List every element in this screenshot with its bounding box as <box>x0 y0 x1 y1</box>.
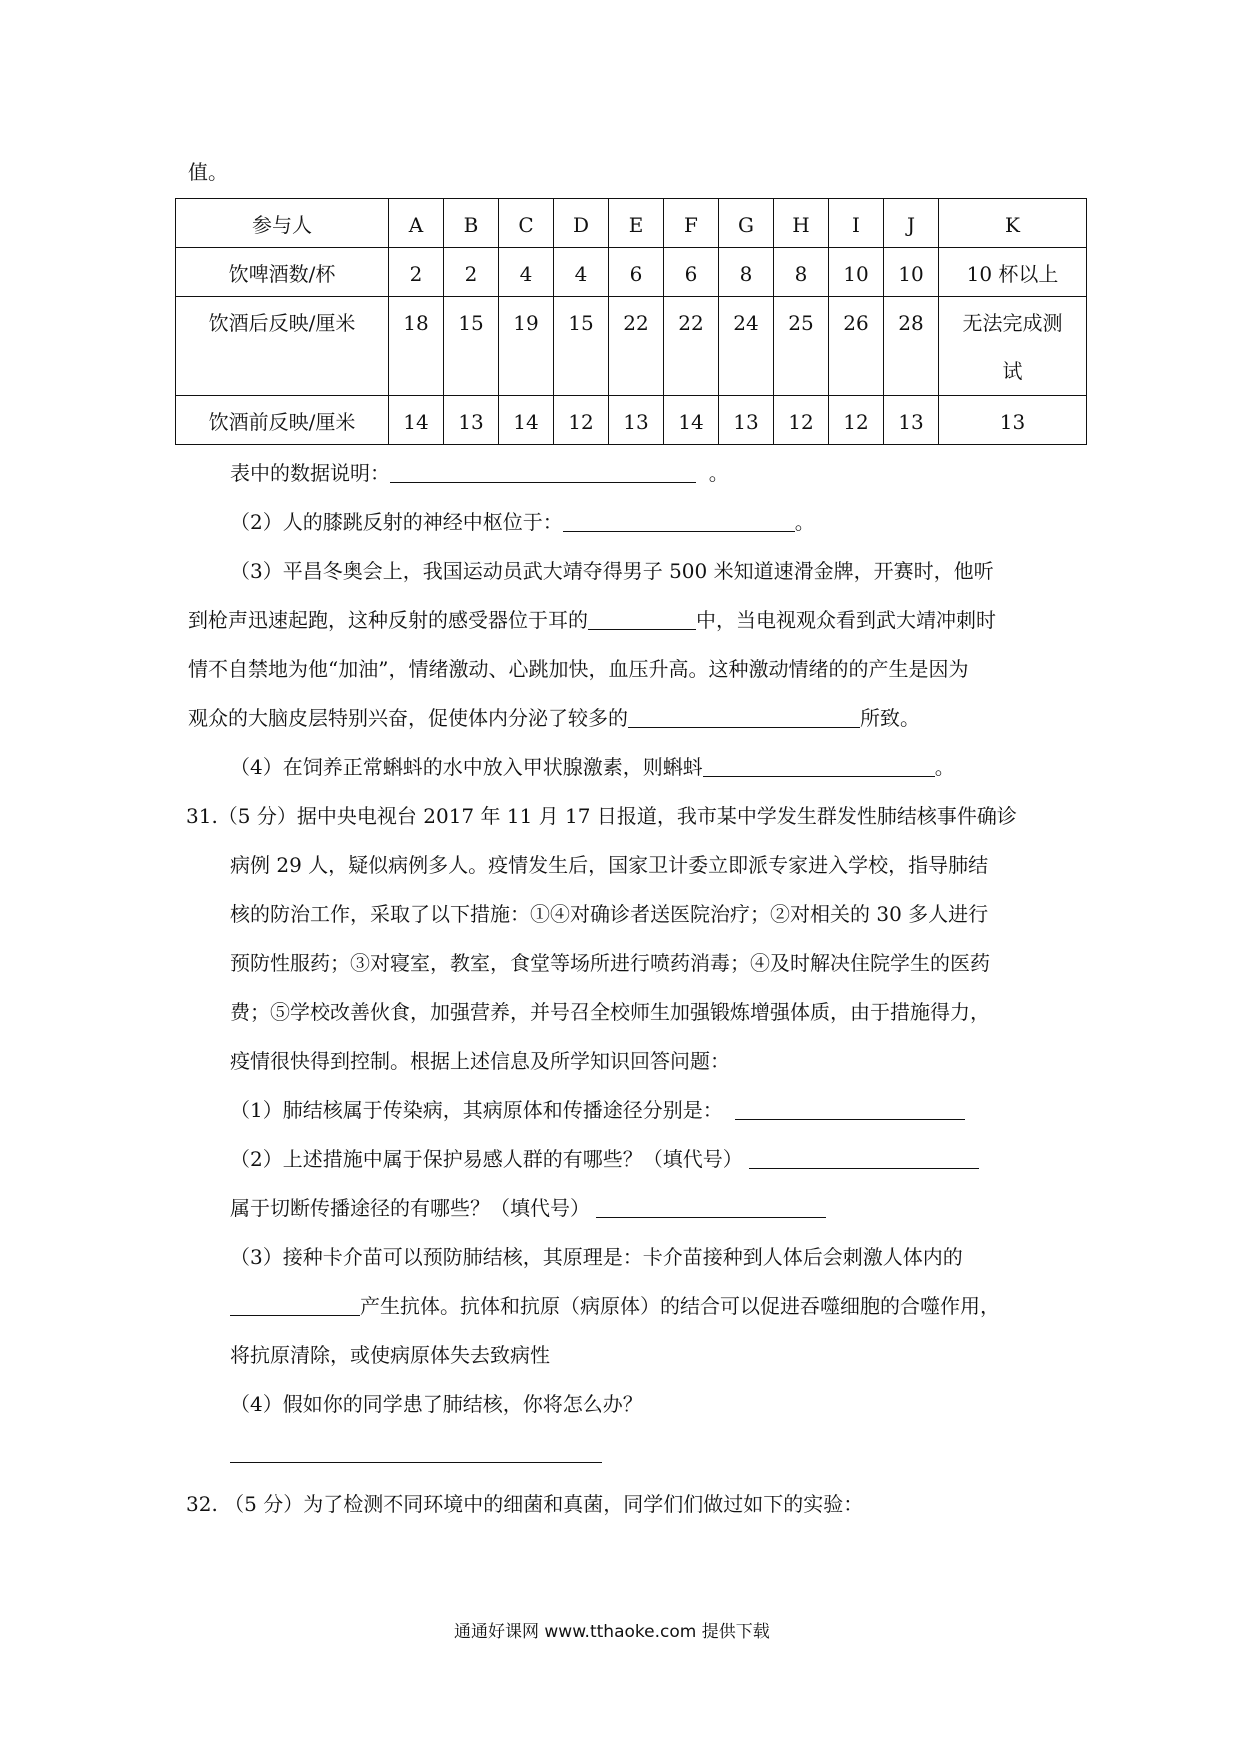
text-segment: 观众的大脑皮层特别兴奋，促使体内分泌了较多的 <box>188 706 628 730</box>
table-cell: 25 <box>774 297 829 396</box>
table-row-label: 饮啤酒数/杯 <box>176 248 389 297</box>
text-line <box>230 755 955 779</box>
answer-blank[interactable] <box>390 462 696 483</box>
text-line: （4）假如你的同学患了肺结核，你将怎么办？ <box>230 1392 643 1416</box>
table-header-cell: I <box>829 199 884 248</box>
table-cell: 14 <box>664 396 719 445</box>
text-segment: 到枪声迅速起跑，这种反射的感受器位于耳的 <box>188 608 588 632</box>
text-segment: 属于切断传播途径的有哪些？（填代号） <box>230 1196 590 1220</box>
text-line: 病例 29 人，疑似病例多人。疫情发生后，国家卫计委立即派专家进入学校，指导肺结 <box>230 853 989 877</box>
answer-blank[interactable] <box>628 707 860 728</box>
text-segment: （2）上述措施中属于保护易感人群的有哪些？（填代号） <box>230 1147 743 1171</box>
text-line: 费；⑤学校改善伙食，加强营养，并号召全校师生加强锻炼增强体质，由于措施得力， <box>230 1000 990 1024</box>
table-header-label: 参与人 <box>176 199 389 248</box>
table-cell: 12 <box>554 396 609 445</box>
table-cell <box>939 297 1087 396</box>
text-line: （3）接种卡介苗可以预防肺结核，其原理是：卡介苗接种到人体后会刺激人体内的 <box>230 1245 963 1269</box>
text-line <box>188 608 996 632</box>
text-line <box>230 1294 1000 1318</box>
answer-blank[interactable] <box>230 1295 360 1316</box>
question-31: 31.（5 分）据中央电视台 2017 年 11 月 17 日报道，我市某中学发生群发性肺结核事件确诊 <box>186 804 1017 828</box>
page-footer: 通通好课网 www.tthaoke.com 提供下载 <box>454 1622 770 1642</box>
table-header-cell: H <box>774 199 829 248</box>
text-segment: （4）在饲养正常蝌蚪的水中放入甲状腺激素，则蝌蚪 <box>230 755 703 779</box>
table-cell-line: 无法完成测 <box>962 311 1063 335</box>
table-cell: 6 <box>664 248 719 297</box>
table-cell: 12 <box>829 396 884 445</box>
text-line <box>230 1196 826 1220</box>
table-cell: 15 <box>444 297 499 396</box>
text-segment: 。 <box>934 755 955 779</box>
text-segment: 。 <box>794 510 815 534</box>
continued-text: 值。 <box>188 160 228 184</box>
text-line: （3）平昌冬奥会上，我国运动员武大靖夺得男子 500 米知道速滑金牌，开赛时，他听 <box>230 559 994 583</box>
text-line <box>230 510 815 534</box>
table-cell: 13 <box>609 396 664 445</box>
answer-blank[interactable] <box>749 1148 979 1169</box>
table-header-cell: D <box>554 199 609 248</box>
table-header-cell: B <box>444 199 499 248</box>
table-header-cell: J <box>884 199 939 248</box>
table-cell: 24 <box>719 297 774 396</box>
table-cell: 22 <box>609 297 664 396</box>
table-row-label: 饮酒前反映/厘米 <box>176 396 389 445</box>
table-header-cell: F <box>664 199 719 248</box>
data-table <box>175 198 1087 445</box>
table-cell: 22 <box>664 297 719 396</box>
text-line <box>230 1147 979 1171</box>
table-cell: 19 <box>499 297 554 396</box>
text-line: 疫情很快得到控制。根据上述信息及所学知识回答问题： <box>230 1049 730 1073</box>
table-cell: 4 <box>554 248 609 297</box>
text-segment: 产生抗体。抗体和抗原（病原体）的结合可以促进吞噬细胞的合噬作用， <box>360 1294 1000 1318</box>
text-line: 将抗原清除，或使病原体失去致病性 <box>230 1343 550 1367</box>
table-cell: 2 <box>444 248 499 297</box>
text-line <box>188 706 920 730</box>
text-line: 情不自禁地为他“加油”，情绪激动、心跳加快，血压升高。这种激动情绪的的产生是因为 <box>188 657 969 681</box>
table-cell: 10 <box>829 248 884 297</box>
text-segment: （2）人的膝跳反射的神经中枢位于： <box>230 510 563 534</box>
answer-blank[interactable] <box>563 511 795 532</box>
text-line <box>230 1098 965 1122</box>
text-segment: 。 <box>708 461 729 485</box>
table-cell: 6 <box>609 248 664 297</box>
table-cell: 13 <box>444 396 499 445</box>
table-cell: 13 <box>939 396 1087 445</box>
text-segment: （1）肺结核属于传染病，其病原体和传播途径分别是： <box>230 1098 723 1122</box>
table-cell: 8 <box>774 248 829 297</box>
text-line: 核的防治工作，采取了以下措施：①④对确诊者送医院治疗；②对相关的 30 多人进行 <box>230 902 989 926</box>
table-cell: 10 杯以上 <box>939 248 1087 297</box>
table-cell: 13 <box>719 396 774 445</box>
table-cell: 14 <box>389 396 444 445</box>
table-row-label: 饮酒后反映/厘米 <box>176 297 389 396</box>
table-cell: 10 <box>884 248 939 297</box>
answer-line[interactable] <box>230 1462 602 1463</box>
table-header-cell: E <box>609 199 664 248</box>
question-32: 32. （5 分）为了检测不同环境中的细菌和真菌，同学们们做过如下的实验： <box>186 1492 864 1516</box>
table-cell: 4 <box>499 248 554 297</box>
text-segment: 所致。 <box>860 706 920 730</box>
table-header-cell: C <box>499 199 554 248</box>
table-cell: 8 <box>719 248 774 297</box>
text-segment: 表中的数据说明： <box>230 461 390 485</box>
answer-blank[interactable] <box>596 1197 826 1218</box>
answer-blank[interactable] <box>735 1099 965 1120</box>
text-segment: 中，当电视观众看到武大靖冲刺时 <box>696 608 996 632</box>
text-line <box>230 461 729 485</box>
table-cell: 28 <box>884 297 939 396</box>
table-cell: 26 <box>829 297 884 396</box>
table-cell: 13 <box>884 396 939 445</box>
table-cell: 15 <box>554 297 609 396</box>
table-header-cell: G <box>719 199 774 248</box>
answer-blank[interactable] <box>588 609 696 630</box>
table-cell: 14 <box>499 396 554 445</box>
answer-blank[interactable] <box>703 756 935 777</box>
table-cell: 2 <box>389 248 444 297</box>
table-cell: 12 <box>774 396 829 445</box>
text-line: 预防性服药；③对寝室，教室，食堂等场所进行喷药消毒；④及时解决住院学生的医药 <box>230 951 990 975</box>
table-cell: 18 <box>389 297 444 396</box>
table-cell-line: 试 <box>1002 359 1023 383</box>
table-header-cell: K <box>939 199 1087 248</box>
table-header-cell: A <box>389 199 444 248</box>
